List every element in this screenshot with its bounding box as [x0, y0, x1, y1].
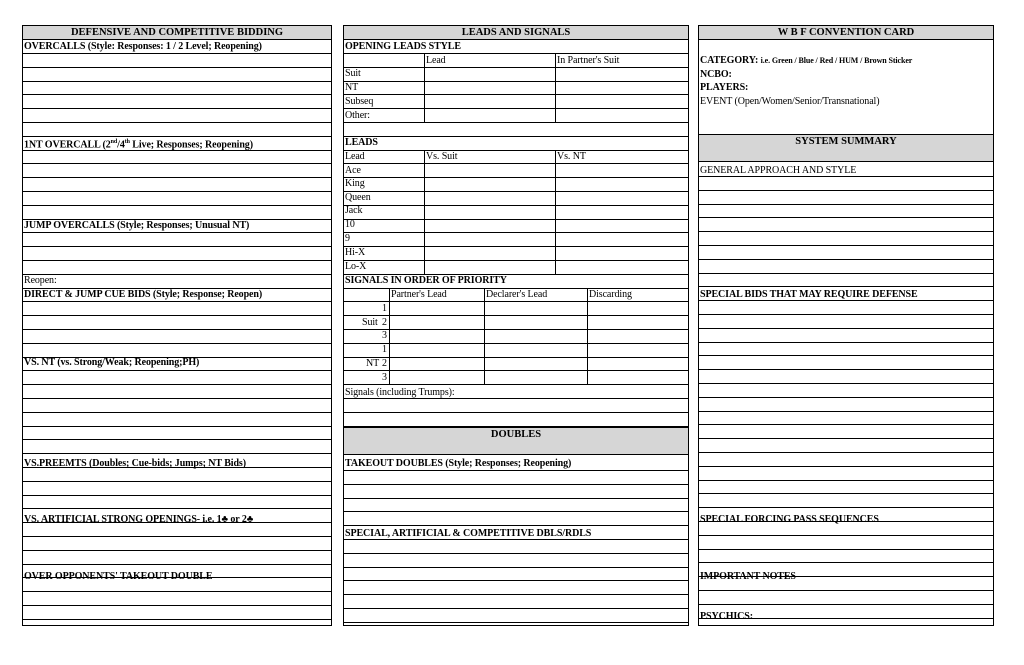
- vs-preempts-label: VS.PREEMTS (Doubles; Cue-bids; Jumps; NT Bids): [24, 458, 246, 469]
- form-rule-line: [699, 176, 993, 177]
- form-rule-line: [699, 245, 993, 246]
- form-rule-line: [344, 315, 688, 316]
- over-opponents-label: OVER OPPONENTS' TAKEOUT DOUBLE: [24, 571, 213, 582]
- form-rule-line: [23, 550, 331, 551]
- form-rule-line: [23, 301, 331, 302]
- signals-num: 3: [382, 330, 387, 341]
- signals-num: 2: [382, 358, 387, 369]
- form-rule-line: [23, 564, 331, 565]
- form-rule-line: [699, 562, 993, 563]
- convention-card-column: [698, 25, 994, 626]
- form-rule-line: [23, 315, 331, 316]
- form-rule-line: [344, 177, 688, 178]
- leads-row-9: 9: [345, 233, 350, 244]
- form-rule-line: [344, 108, 688, 109]
- form-rule-line: [699, 314, 993, 315]
- doubles-header: DOUBLES: [490, 429, 542, 440]
- form-rule-line: [344, 539, 688, 540]
- form-rule-line: [344, 219, 688, 220]
- form-rule-line: [23, 412, 331, 413]
- defensive-bidding-column: [22, 25, 332, 626]
- column-header: W B F CONVENTION CARD: [699, 26, 993, 40]
- form-rule-line: [699, 217, 993, 218]
- leads-row-queen: Queen: [345, 192, 371, 203]
- form-rule-line: [344, 384, 688, 385]
- form-rule-line: [23, 384, 331, 385]
- important-notes-label: IMPORTANT NOTES: [700, 571, 796, 582]
- form-rule-line: [344, 357, 688, 358]
- form-rule-line: [699, 342, 993, 343]
- form-rule-line: [699, 466, 993, 467]
- form-rule-line: [699, 190, 993, 191]
- form-rule-line: [23, 605, 331, 606]
- signals-num: 2: [382, 317, 387, 328]
- form-rule-line: [23, 508, 331, 509]
- form-rule-line: [23, 67, 331, 68]
- vs-nt-label: VS. NT (vs. Strong/Weak; Reopening;PH): [24, 357, 200, 368]
- column-header: LEADS AND SIGNALS: [344, 26, 688, 40]
- form-rule-line: [23, 426, 331, 427]
- form-rule-line: [344, 150, 688, 151]
- form-rule-line: [344, 370, 688, 371]
- form-rule-line: [699, 328, 993, 329]
- form-rule-line: [344, 608, 688, 609]
- form-rule-line: [23, 246, 331, 247]
- form-rule-line: [344, 484, 688, 485]
- form-rule-line: [699, 452, 993, 453]
- system-summary-header: SYSTEM SUMMARY: [795, 136, 897, 147]
- form-rule-line: [23, 205, 331, 206]
- leads-col-lead: Lead: [345, 151, 365, 162]
- form-rule-line: [344, 246, 688, 247]
- form-rule-line: [344, 525, 688, 526]
- leads-label: LEADS: [345, 137, 378, 148]
- form-rule-line: [344, 470, 688, 471]
- form-rule-line: [699, 369, 993, 370]
- special-dbls-label: SPECIAL, ARTIFICIAL & COMPETITIVE DBLS/RDLS: [345, 528, 592, 539]
- form-rule-line: [699, 549, 993, 550]
- form-rule-line: [699, 493, 993, 494]
- takeout-doubles-label: TAKEOUT DOUBLES (Style; Responses; Reopening): [345, 458, 572, 469]
- signals-num: 3: [382, 372, 387, 383]
- signals-label: SIGNALS IN ORDER OF PRIORITY: [345, 275, 507, 286]
- form-rule-line: [699, 480, 993, 481]
- form-rule-line: [344, 136, 688, 137]
- form-rule-line: [344, 580, 688, 581]
- form-rule-line: [699, 231, 993, 232]
- form-rule-line: [699, 424, 993, 425]
- leads-row-ace: Ace: [345, 165, 361, 176]
- vs-artificial-label: VS. ARTIFICIAL STRONG OPENINGS- i.e. 1♣ or 2♣: [24, 514, 254, 525]
- form-rule-line: [23, 453, 331, 454]
- ols-row-nt: NT: [345, 82, 359, 93]
- signals-num: 1: [382, 303, 387, 314]
- ols-row-suit: Suit: [345, 68, 361, 79]
- form-rule-line: [344, 594, 688, 595]
- signals-col-declarer: Declarer's Lead: [486, 289, 548, 300]
- form-rule-line: [699, 204, 993, 205]
- form-rule-line: [344, 622, 688, 623]
- form-rule-line: [344, 205, 688, 206]
- reopen-label: Reopen:: [24, 275, 57, 286]
- form-rule-line: [23, 53, 331, 54]
- form-rule-line: [23, 481, 331, 482]
- signals-col-partner: Partner's Lead: [391, 289, 447, 300]
- form-rule-line: [344, 567, 688, 568]
- overcalls-label: OVERCALLS (Style: Responses: 1 / 2 Level; Reopening): [24, 41, 262, 52]
- form-rule-line: [699, 300, 993, 301]
- form-rule-line: [344, 94, 688, 95]
- category-label: CATEGORY: i.e. Green / Blue / Red / HUM / Brown Sticker: [700, 55, 913, 66]
- direct-jump-cue-label: DIRECT & JUMP CUE BIDS (Style; Response; Reopen): [24, 289, 263, 300]
- form-rule-line: [23, 260, 331, 261]
- special-bids-label: SPECIAL BIDS THAT MAY REQUIRE DEFENSE: [700, 289, 918, 300]
- form-rule-line: [699, 397, 993, 398]
- form-rule-line: [23, 536, 331, 537]
- form-rule-line: [344, 122, 688, 123]
- signals-col-discarding: Discarding: [589, 289, 632, 300]
- ols-row-subseq: Subseq: [345, 96, 374, 107]
- form-rule-line: [23, 122, 331, 123]
- psychics-label: PSYCHICS:: [700, 611, 753, 622]
- signals-suit-label: Suit: [362, 317, 378, 328]
- form-rule-line: [23, 398, 331, 399]
- form-rule-line: [344, 81, 688, 82]
- form-rule-line: [699, 604, 993, 605]
- general-approach-label: GENERAL APPROACH AND STYLE: [700, 165, 857, 176]
- form-rule-line: [344, 260, 688, 261]
- form-rule-line: [699, 438, 993, 439]
- form-rule-line: [344, 343, 688, 344]
- leads-row-jack: Jack: [345, 205, 363, 216]
- signals-including-label: Signals (including Trumps):: [345, 387, 455, 398]
- form-rule-line: [23, 619, 331, 620]
- opening-leads-style-label: OPENING LEADS STYLE: [345, 41, 461, 52]
- form-rule-line: [344, 232, 688, 233]
- form-rule-line: [23, 343, 331, 344]
- leads-col-suit: Vs. Suit: [426, 151, 458, 162]
- form-rule-line: [699, 535, 993, 536]
- form-rule-line: [344, 301, 688, 302]
- form-rule-line: [23, 191, 331, 192]
- form-rule-line: [699, 259, 993, 260]
- form-rule-line: [23, 177, 331, 178]
- form-rule-line: [23, 163, 331, 164]
- form-rule-line: [23, 591, 331, 592]
- form-rule-line: [344, 398, 688, 399]
- form-rule-line: [344, 329, 688, 330]
- signals-num: 1: [382, 344, 387, 355]
- leads-row-king: King: [345, 178, 365, 189]
- form-rule-line: [344, 163, 688, 164]
- form-rule-line: [23, 439, 331, 440]
- form-rule-line: [23, 370, 331, 371]
- leads-row-10: 10: [345, 219, 355, 230]
- ncbo-label: NCBO:: [700, 69, 732, 80]
- forcing-pass-label: SPECIAL FORCING PASS SEQUENCES: [700, 514, 879, 525]
- form-rule-line: [699, 411, 993, 412]
- form-rule-line: [344, 191, 688, 192]
- form-rule-line: [699, 355, 993, 356]
- nt-overcall-label: 1NT OVERCALL (2nd/4th Live; Responses; Reopening): [24, 139, 253, 151]
- form-rule-line: [344, 553, 688, 554]
- form-rule-line: [344, 53, 688, 54]
- form-rule-line: [23, 274, 331, 275]
- leads-row-lox: Lo-X: [345, 261, 367, 272]
- form-rule-line: [23, 94, 331, 95]
- form-rule-line: [699, 507, 993, 508]
- form-rule-line: [23, 81, 331, 82]
- form-rule-line: [23, 495, 331, 496]
- jump-overcalls-label: JUMP OVERCALLS (Style; Responses; Unusual NT): [24, 220, 250, 231]
- leads-col-nt: Vs. NT: [557, 151, 586, 162]
- players-label: PLAYERS:: [700, 82, 749, 93]
- form-rule-line: [344, 498, 688, 499]
- ols-col-partner: In Partner's Suit: [557, 55, 620, 66]
- form-rule-line: [23, 329, 331, 330]
- ols-col-lead: Lead: [426, 55, 446, 66]
- event-label: EVENT (Open/Women/Senior/Transnational): [700, 96, 880, 107]
- form-rule-line: [699, 383, 993, 384]
- signals-nt-label: NT: [366, 358, 380, 369]
- form-rule-line: [699, 590, 993, 591]
- form-rule-line: [344, 412, 688, 413]
- form-rule-line: [23, 108, 331, 109]
- form-rule-line: [699, 273, 993, 274]
- column-header: DEFENSIVE AND COMPETITIVE BIDDING: [23, 26, 331, 40]
- leads-row-hix: Hi-X: [345, 247, 366, 258]
- form-rule-line: [344, 67, 688, 68]
- form-rule-line: [23, 232, 331, 233]
- leads-signals-column: [343, 25, 689, 626]
- form-rule-line: [344, 511, 688, 512]
- form-rule-line: [699, 286, 993, 287]
- ols-row-other: Other:: [345, 110, 370, 121]
